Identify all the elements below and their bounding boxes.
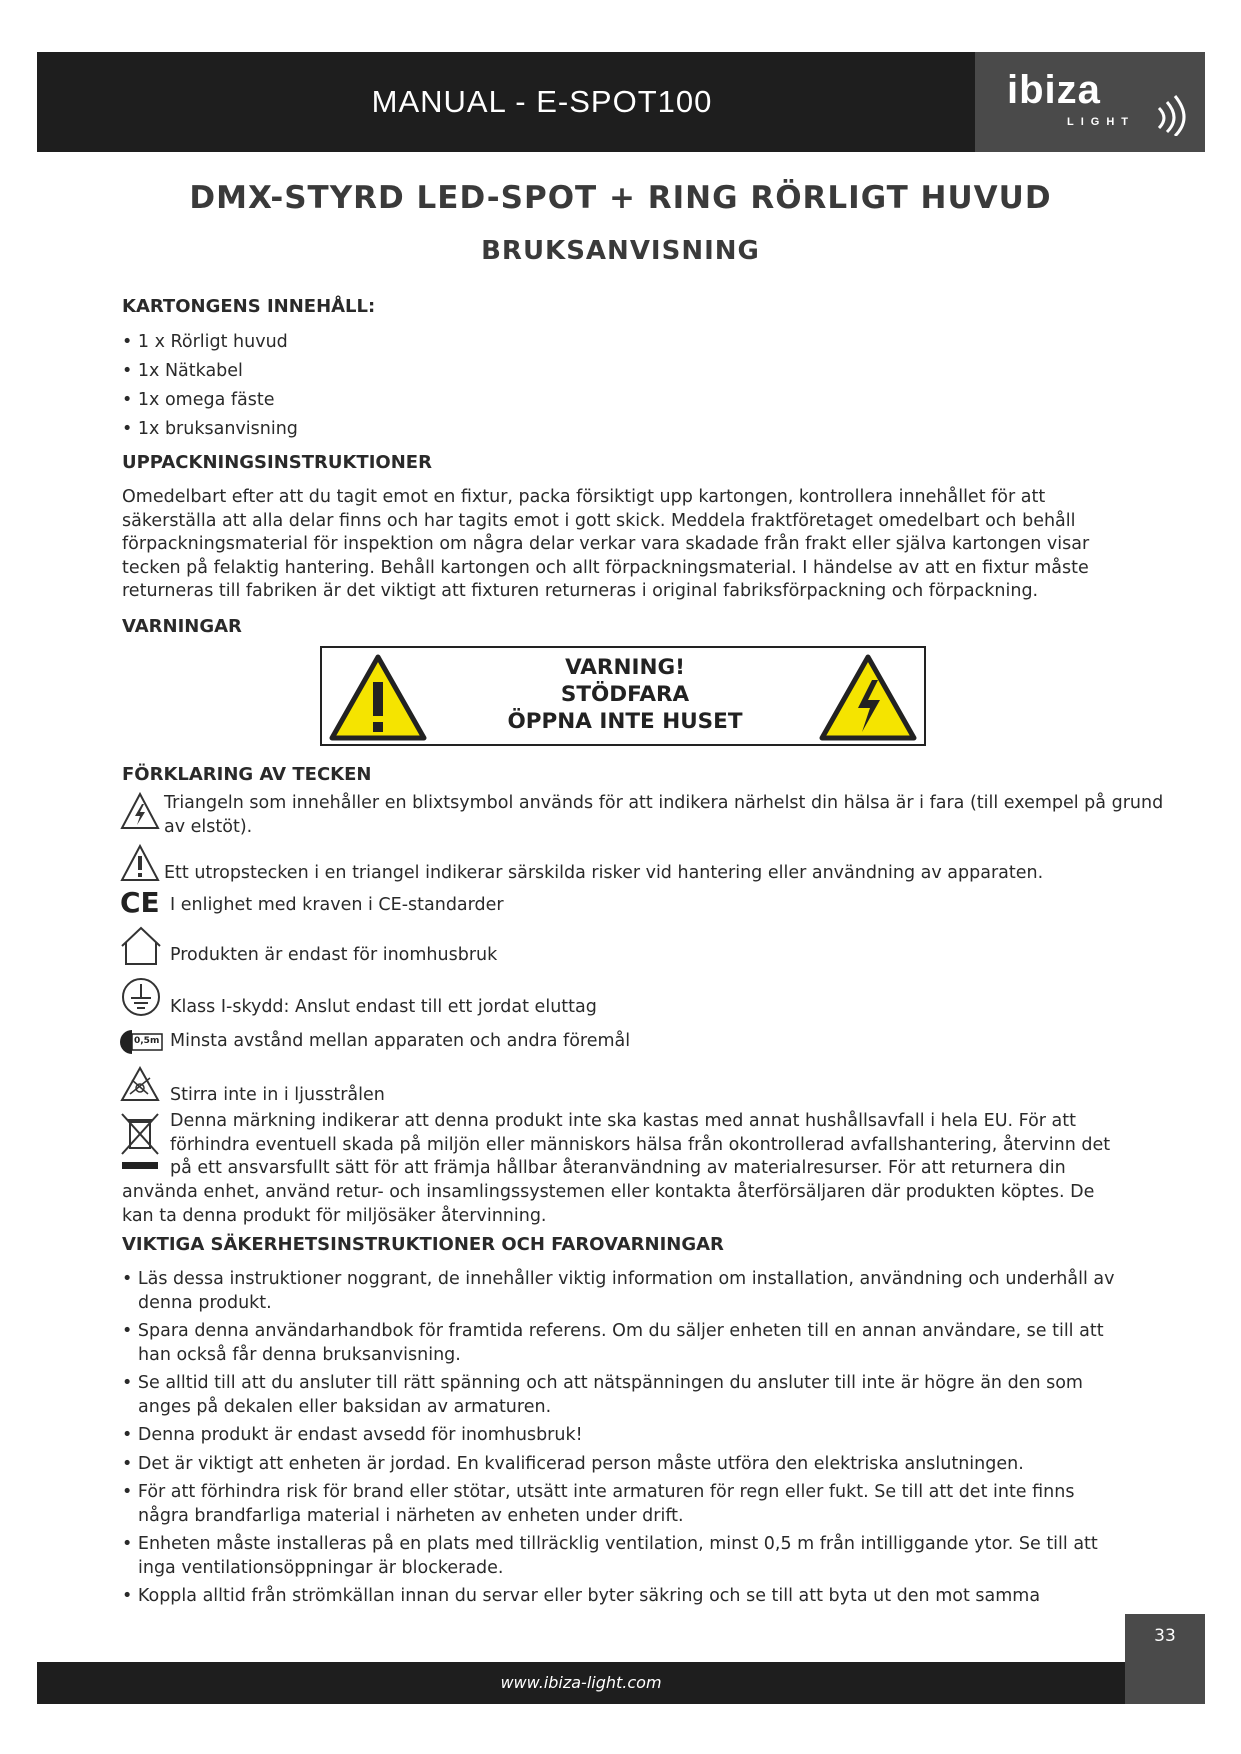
safety-heading: VIKTIGA SÄKERHETSINSTRUKTIONER OCH FAROVARNINGAR <box>122 1234 724 1255</box>
contents-heading: KARTONGENS INNEHÅLL: <box>122 296 376 317</box>
warning-text <box>462 654 788 735</box>
warning-line-3: ÖPPNA INTE HUSET <box>507 709 743 734</box>
exclamation-warning-icon <box>328 652 428 742</box>
list-item: • 1x bruksanvisning <box>122 415 298 444</box>
unpacking-heading: UPPACKNINGSINSTRUKTIONER <box>122 452 432 473</box>
symbol-text-indoor: Produkten är endast för inomhusbruk <box>170 945 498 965</box>
symbol-text-electric: Triangeln som innehåller en blixtsymbol används för att indikera närhelst din hälsa är i fara (till exempel på grund av elstöt). <box>164 793 1164 837</box>
logo-subtitle: LIGHT <box>1067 116 1135 128</box>
list-item: • Läs dessa instruktioner noggrant, de innehåller viktig information om installation, användning och underhåll av denna produkt. <box>122 1268 1122 1315</box>
exclamation-triangle-icon <box>120 844 160 882</box>
symbols-heading: FÖRKLARING AV TECKEN <box>122 764 372 785</box>
electric-warning-icon <box>818 652 918 742</box>
symbol-text-ce: I enlighet med kraven i CE-standarder <box>170 895 504 915</box>
warning-label <box>320 646 926 746</box>
warnings-heading: VARNINGAR <box>122 616 242 637</box>
logo-wordmark: ibiza <box>1007 68 1101 112</box>
document-subtitle: BRUKSANVISNING <box>481 236 760 266</box>
symbol-text-weee-first: Denna märkning indikerar att denna produkt inte ska kastas med annat hushållsavfall i hela EU. För att förhindra eventuell skada på miljön eller människors hälsa från okontrollerad avfallshantering, återvinn det på ett ansvarsfullt sätt för att främja hållbar återanvändning av materialresurser. För att returnera din <box>170 1111 1111 1178</box>
page-header <box>37 52 1205 152</box>
ce-mark-icon: CE <box>120 886 160 919</box>
symbol-text-weee-rest: använda enhet, använd retur- och insamlingssystemen eller kontakta återförsäljaren där produkten köptes. De kan ta denna produkt för miljösäker återvinning. <box>122 1182 1095 1226</box>
list-item: • Se alltid till att du ansluter till rätt spänning och att nätspänningen du ansluter till inte är högre än den som anges på dekalen eller baksidan av armaturen. <box>122 1372 1122 1419</box>
safety-list <box>122 1268 1122 1614</box>
symbol-text-distance: Minsta avstånd mellan apparaten och andra föremål <box>170 1031 631 1051</box>
footer-url: www.ibiza-light.com <box>37 1662 1125 1704</box>
list-item: • Enheten måste installeras på en plats med tillräcklig ventilation, minst 0,5 m från intilliggande ytor. Se till att inga ventilationsöppningar är blockerade. <box>122 1533 1122 1580</box>
list-item: • Det är viktigt att enheten är jordad. En kvalificerad person måste utföra den elektriska anslutningen. <box>122 1453 1122 1477</box>
distance-icon-label: 0,5m <box>134 1036 160 1046</box>
no-stare-beam-icon <box>120 1066 160 1102</box>
list-item: • 1 x Rörligt huvud <box>122 328 298 357</box>
list-item: • Spara denna användarhandbok för framtida referens. Om du säljer enheten till en annan användare, se till att han också får denna bruksanvisning. <box>122 1320 1122 1367</box>
house-icon <box>120 924 162 966</box>
list-item: • För att förhindra risk för brand eller stötar, utsätt inte armaturen för regn eller fukt. Se till att det inte finns några brandfarliga material i närheten av enheten under drift. <box>122 1481 1122 1528</box>
signal-waves-icon <box>1155 92 1195 136</box>
list-item: • Koppla alltid från strömkällan innan du servar eller byter säkring och se till att byta ut den mot samma <box>122 1585 1122 1609</box>
page-number: 33 <box>1125 1614 1205 1704</box>
warning-line-1: VARNING! <box>565 655 685 680</box>
list-item: • 1x Nätkabel <box>122 357 298 386</box>
brand-logo <box>975 52 1205 152</box>
contents-list <box>122 328 298 444</box>
symbol-text-exclamation: Ett utropstecken i en triangel indikerar särskilda risker vid hantering eller användning av apparaten. <box>164 863 1044 883</box>
unpacking-text: Omedelbart efter att du tagit emot en fixtur, packa försiktigt upp kartongen, kontrollera innehållet för att säkerställa att alla delar finns och har tagits emot i gott skick. Meddela fraktföretaget omedelbart och behåll förpackningsmaterial för inspektion om några delar verkar vara skadade från frakt eller själva kartongen visar tecken på felaktig hantering. Behåll kartongen och allt förpackningsmaterial. I händelse av att en fixtur måste returneras till fabriken är det viktigt att fixturen returneras i original fabriksförpackning och förpackning. <box>122 487 1090 601</box>
symbol-text-class1: Klass I-skydd: Anslut endast till ett jordat eluttag <box>170 997 597 1017</box>
crossed-bin-icon <box>120 1110 160 1174</box>
document-title: DMX-STYRD LED-SPOT + RING RÖRLIGT HUVUD <box>189 180 1052 216</box>
list-item: • Denna produkt är endast avsedd för inomhusbruk! <box>122 1424 1122 1448</box>
lightning-triangle-icon <box>120 792 160 830</box>
symbol-text-beam: Stirra inte in i ljusstrålen <box>170 1085 385 1105</box>
warning-line-2: STÖDFARA <box>560 682 690 707</box>
list-item: • 1x omega fäste <box>122 386 298 415</box>
manual-title: MANUAL - E-SPOT100 <box>371 84 713 119</box>
ground-symbol-icon <box>120 976 162 1018</box>
